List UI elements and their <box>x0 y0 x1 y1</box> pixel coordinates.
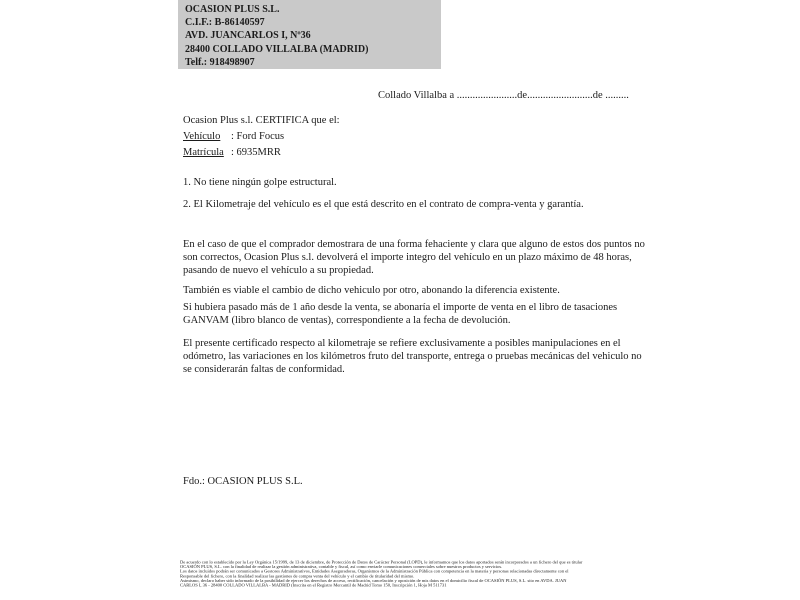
company-cif: C.I.F.: B-86140597 <box>185 17 265 29</box>
point-2: 2. El Kilometraje del vehículo es el que está descrito en el contrato de compra-venta y garantía. <box>183 199 584 210</box>
company-name: OCASION PLUS S.L. <box>185 4 280 15</box>
legal-line-6: CARLOS I, 36 - 28400 COLLADO VILLALBA - MADRID (Inscrita en el Registro Mercantil de Madrid Tomo 150, Inscripción 1, Hoja M 511731 <box>180 582 447 588</box>
plate-label: Matrícula <box>183 147 224 158</box>
certify-intro: Ocasion Plus s.l. CERTIFICA que el: <box>183 115 340 126</box>
paragraph-exchange: También es viable el cambio de dicho vehiculo por otro, abonando la diferencia existente. <box>183 285 560 296</box>
paragraph-refund: En el caso de que el comprador demostrara de una forma fehaciente y clara que alguno de estos dos puntos no son correctos, Ocasion Plus s.l. devolverá el importe integro del vehículo en un plazo máximo de 48 horas, pasando de nuevo el vehículo a su propiedad. <box>183 239 645 276</box>
company-address: AVD. JUANCARLOS I, Nº36 <box>185 30 311 42</box>
vehicle-line <box>183 131 284 142</box>
legal-line-1: De acuerdo con lo establecido por la Ley Orgánica 15/1999, de 13 de diciembre, de Protección de Datos de Carácter Personal (LOPD), le informamos que los datos aportados serán incorporados a un fichero del que es titular <box>180 559 583 565</box>
company-city: 28400 COLLADO VILLALBA (MADRID) <box>185 43 369 55</box>
plate-line <box>183 147 281 158</box>
legal-line-4: Responsable del fichero, con la finalidad realizar las gestiones de compra venta del vehículo y el cambio de titularidad del mismo. <box>180 573 415 579</box>
vehicle-label: Vehículo <box>183 131 221 142</box>
letterhead <box>178 0 441 69</box>
plate-value: : 6935MRR <box>231 147 281 158</box>
signature-line: Fdo.: OCASION PLUS S.L. <box>183 476 303 487</box>
legal-line-2: OCASIÓN PLUS, S.L. con la finalidad de realizar la gestión administrativa, contable y fiscal, así como enviarle comunicaciones comerciales sobre nuestros productos y servicios. <box>180 564 503 570</box>
legal-line-5: Asimismo, declaro haber sido informado de la posibilidad de ejercer los derechos de acceso, rectificación, cancelación y oposición de mis datos en el domicilio fiscal de OCASIÓN PLUS, S.L. sito en AVDA. JUAN <box>180 577 567 583</box>
paragraph-ganvam: Si hubiera pasado más de 1 año desde la venta, se abonaría el importe de venta en el libro de tasaciones GANVAM (libro blanco de ventas), correspondiente a la fecha de devolución. <box>183 302 618 326</box>
point-1: 1. No tiene ningún golpe estructural. <box>183 177 337 188</box>
company-phone: Telf.: 918498907 <box>185 56 255 68</box>
paragraph-odometer: El presente certificado respecto al kilometraje se refiere exclusivamente a posibles manipulaciones en el odómetro, las variaciones en los kilómetros fruto del transporte, entrega o pruebas mecánicas del vehiculo no se considerarán faltas de conformidad. <box>183 338 642 375</box>
legal-fine-print <box>180 560 645 588</box>
vehicle-value: : Ford Focus <box>231 131 285 142</box>
legal-line-3: Los datos incluidos podrán ser comunicados a Gestores Administrativos, Entidades Aseguradoras, Organismos de la Administración Pública con competencia en la materia y personas relacionadas directamente con el <box>180 568 569 574</box>
date-line: Collado Villalba a .......................de.........................de ......... <box>378 90 629 101</box>
